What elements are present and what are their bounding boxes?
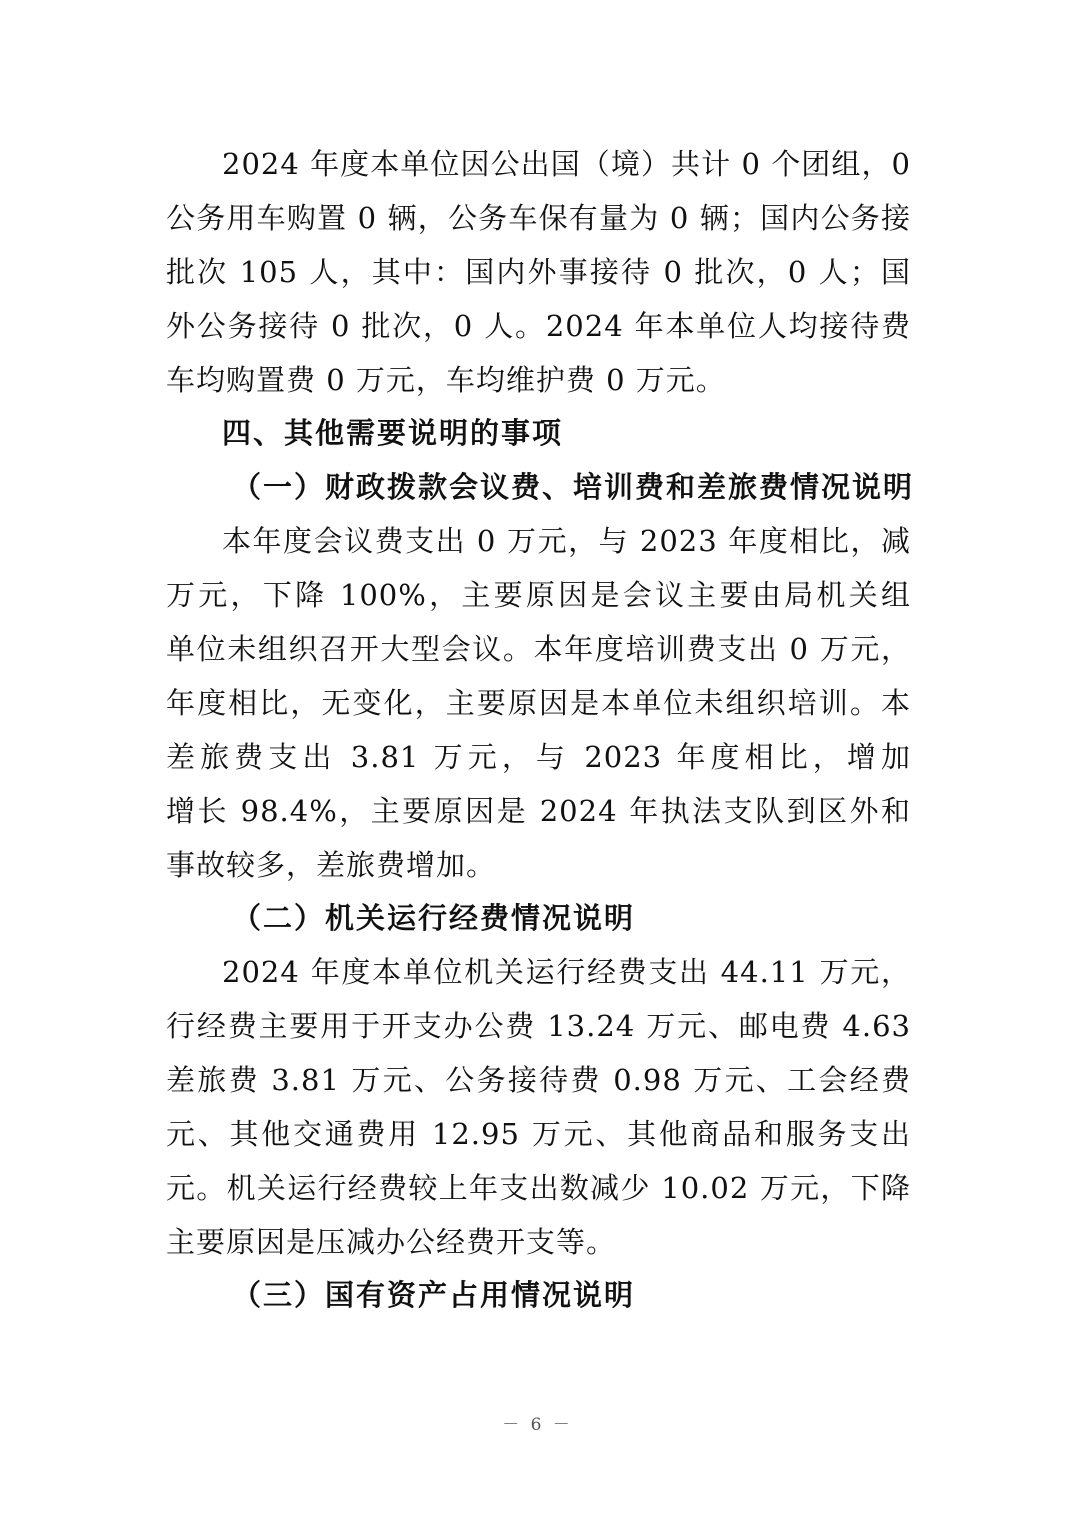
subsection-3-heading: （三）国有资产占用情况说明 xyxy=(232,1278,636,1312)
subsection-2-line-3: 差旅费 3.81 万元、公务接待费 0.98 万元、工会经费 xyxy=(166,1063,911,1097)
subsection-1-line-1: 本年度会议费支出 0 万元，与 2023 年度相比，减 xyxy=(222,524,911,558)
subsection-1-line-3: 单位未组织召开大型会议。本年度培训费支出 0 万元， xyxy=(166,632,911,666)
subsection-2-heading: （二）机关运行经费情况说明 xyxy=(232,901,636,935)
section-4-heading: 四、其他需要说明的事项 xyxy=(222,416,564,450)
page-number: － 6 － xyxy=(502,1415,573,1435)
subsection-1-heading: （一）财政拨款会议费、培训费和差旅费情况说明 xyxy=(232,470,915,504)
subsection-1-line-2: 万元，下降 100%，主要原因是会议主要由局机关组 xyxy=(166,578,911,612)
paragraph-1-line-4: 外公务接待 0 批次，0 人。2024 年本单位人均接待费 xyxy=(166,309,911,343)
subsection-2-line-1: 2024 年度本单位机关运行经费支出 44.11 万元， xyxy=(222,955,911,989)
subsection-1-line-4: 年度相比，无变化，主要原因是本单位未组织培训。本 xyxy=(166,686,911,720)
subsection-2-line-6: 主要原因是压减办公经费开支等。 xyxy=(166,1225,617,1259)
paragraph-1-line-1: 2024 年度本单位因公出国（境）共计 0 个团组，0 xyxy=(222,147,911,181)
paragraph-1-line-2: 公务用车购置 0 辆，公务车保有量为 0 辆；国内公务接 xyxy=(166,201,911,235)
subsection-2-line-2: 行经费主要用于开支办公费 13.24 万元、邮电费 4.63 xyxy=(166,1009,911,1043)
subsection-1-line-6: 增长 98.4%，主要原因是 2024 年执法支队到区外和 xyxy=(166,794,911,828)
paragraph-1-line-3: 批次 105 人，其中：国内外事接待 0 批次，0 人；国 xyxy=(166,255,911,289)
paragraph-1-line-5: 车均购置费 0 万元，车均维护费 0 万元。 xyxy=(166,363,726,397)
subsection-1-line-7: 事故较多，差旅费增加。 xyxy=(166,848,497,882)
subsection-1-line-5: 差旅费支出 3.81 万元，与 2023 年度相比，增加 xyxy=(166,740,911,774)
subsection-2-line-5: 元。机关运行经费较上年支出数减少 10.02 万元，下降 xyxy=(166,1171,911,1205)
subsection-2-line-4: 元、其他交通费用 12.95 万元、其他商品和服务支出 xyxy=(166,1117,911,1151)
